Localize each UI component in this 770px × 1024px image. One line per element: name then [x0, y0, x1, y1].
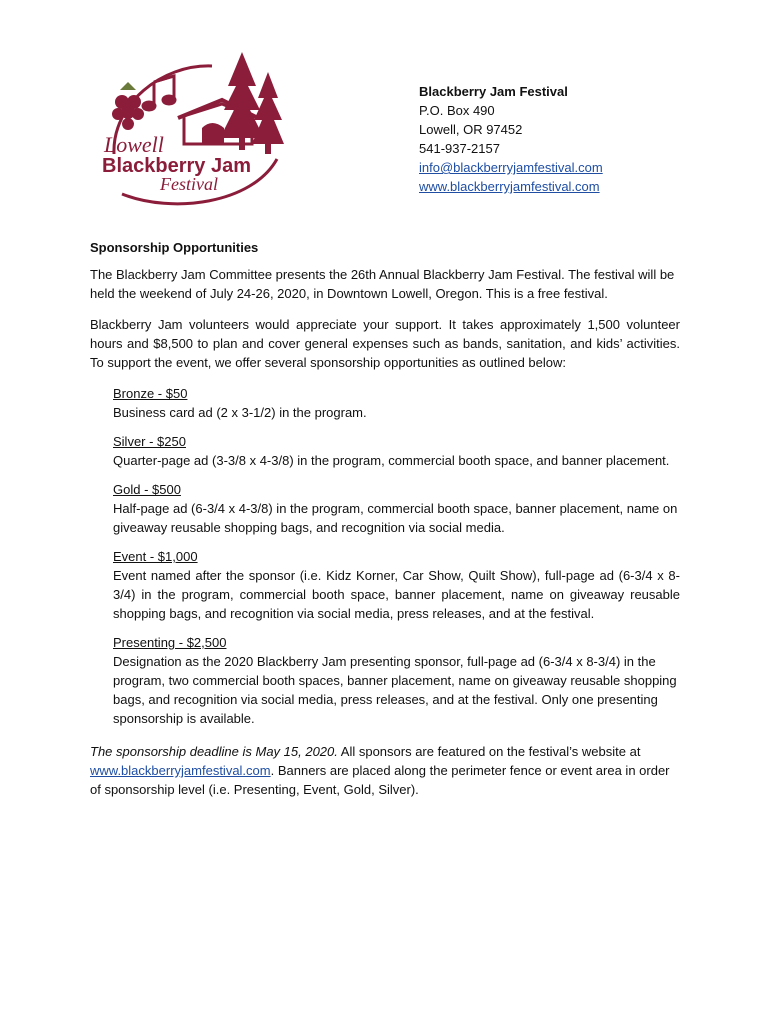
festival-logo: [92, 44, 292, 206]
email-link[interactable]: info@blackberryjamfestival.com: [419, 160, 603, 175]
intro-paragraph: The Blackberry Jam Committee presents the 26th Annual Blackberry Jam Festival. The festival will be held the weekend of July 24-26, 2020, in Downtown Lowell, Oregon. This is a free festival.: [90, 267, 675, 301]
deadline-paragraph: [90, 742, 680, 799]
logo-text-festival: Festival: [160, 174, 218, 194]
deadline-text-2: . Banners are placed along the perimeter fence or event area in order of sponsorship level (i.e. Presenting, Event, Gold, Silver).: [90, 763, 670, 797]
tier-title: Bronze - $50: [113, 386, 188, 401]
logo-text-lowell: Lowell: [104, 132, 164, 157]
po-box: P.O. Box 490: [419, 103, 495, 118]
address-block: [419, 82, 603, 196]
tier-description: Event named after the sponsor (i.e. Kidz Korner, Car Show, Quilt Show), full-page ad (6-3/4 x 8-3/4) in the program, commercial booth space, banner placement, name on giveaway reusable shopping bags, and recognition via social media, press releases, and at the festival.: [113, 568, 680, 621]
tier-description: Half-page ad (6-3/4 x 4-3/8) in the program, commercial booth space, banner placement, name on giveaway reusable shopping bags, and recognition via social media.: [113, 501, 678, 535]
tier-description: Quarter-page ad (3-3/8 x 4-3/8) in the program, commercial booth space, and banner placement.: [113, 453, 670, 468]
deadline-text-1: All sponsors are featured on the festival’s website at: [337, 744, 641, 759]
tier-title: Event - $1,000: [113, 549, 198, 564]
tier-silver: [113, 432, 680, 470]
letter-body: [90, 238, 680, 811]
tier-title: Silver - $250: [113, 434, 186, 449]
logo-text-blackberry-jam: Blackberry Jam: [102, 155, 251, 177]
appeal-paragraph: Blackberry Jam volunteers would appreciate your support. It takes approximately 1,500 volunteer hours and $8,500 to plan and cover general expenses such as bands, sanitation, and kids’ activities. To support the event, we offer several sponsorship opportunities as outlined below:: [90, 317, 680, 370]
tier-title: Presenting - $2,500: [113, 635, 227, 650]
tier-title: Gold - $500: [113, 482, 181, 497]
tier-description: Designation as the 2020 Blackberry Jam presenting sponsor, full-page ad (6-3/4 x 8-3/4) in the program, two commercial booth spaces, banner placement, name on giveaway reusable shopping bags, and recognition via social media, press releases, and at the festival. Only one presenting sponsorship is available.: [113, 654, 677, 726]
website-link[interactable]: www.blackberryjamfestival.com: [419, 179, 600, 194]
city-state-zip: Lowell, OR 97452: [419, 122, 523, 137]
blackberry-icon: [112, 82, 144, 130]
tier-description: Business card ad (2 x 3-1/2) in the program.: [113, 405, 367, 420]
phone-number: 541-937-2157: [419, 141, 500, 156]
page-title: Sponsorship Opportunities: [90, 240, 259, 255]
tier-presenting: [113, 633, 680, 728]
tier-event: [113, 547, 680, 623]
tier-gold: [113, 480, 680, 537]
deadline-italic: The sponsorship deadline is May 15, 2020.: [90, 744, 338, 759]
tier-bronze: [113, 384, 680, 422]
website-link-inline[interactable]: www.blackberryjamfestival.com: [90, 763, 271, 778]
org-name: Blackberry Jam Festival: [419, 84, 568, 99]
music-note-icon: [143, 76, 175, 110]
